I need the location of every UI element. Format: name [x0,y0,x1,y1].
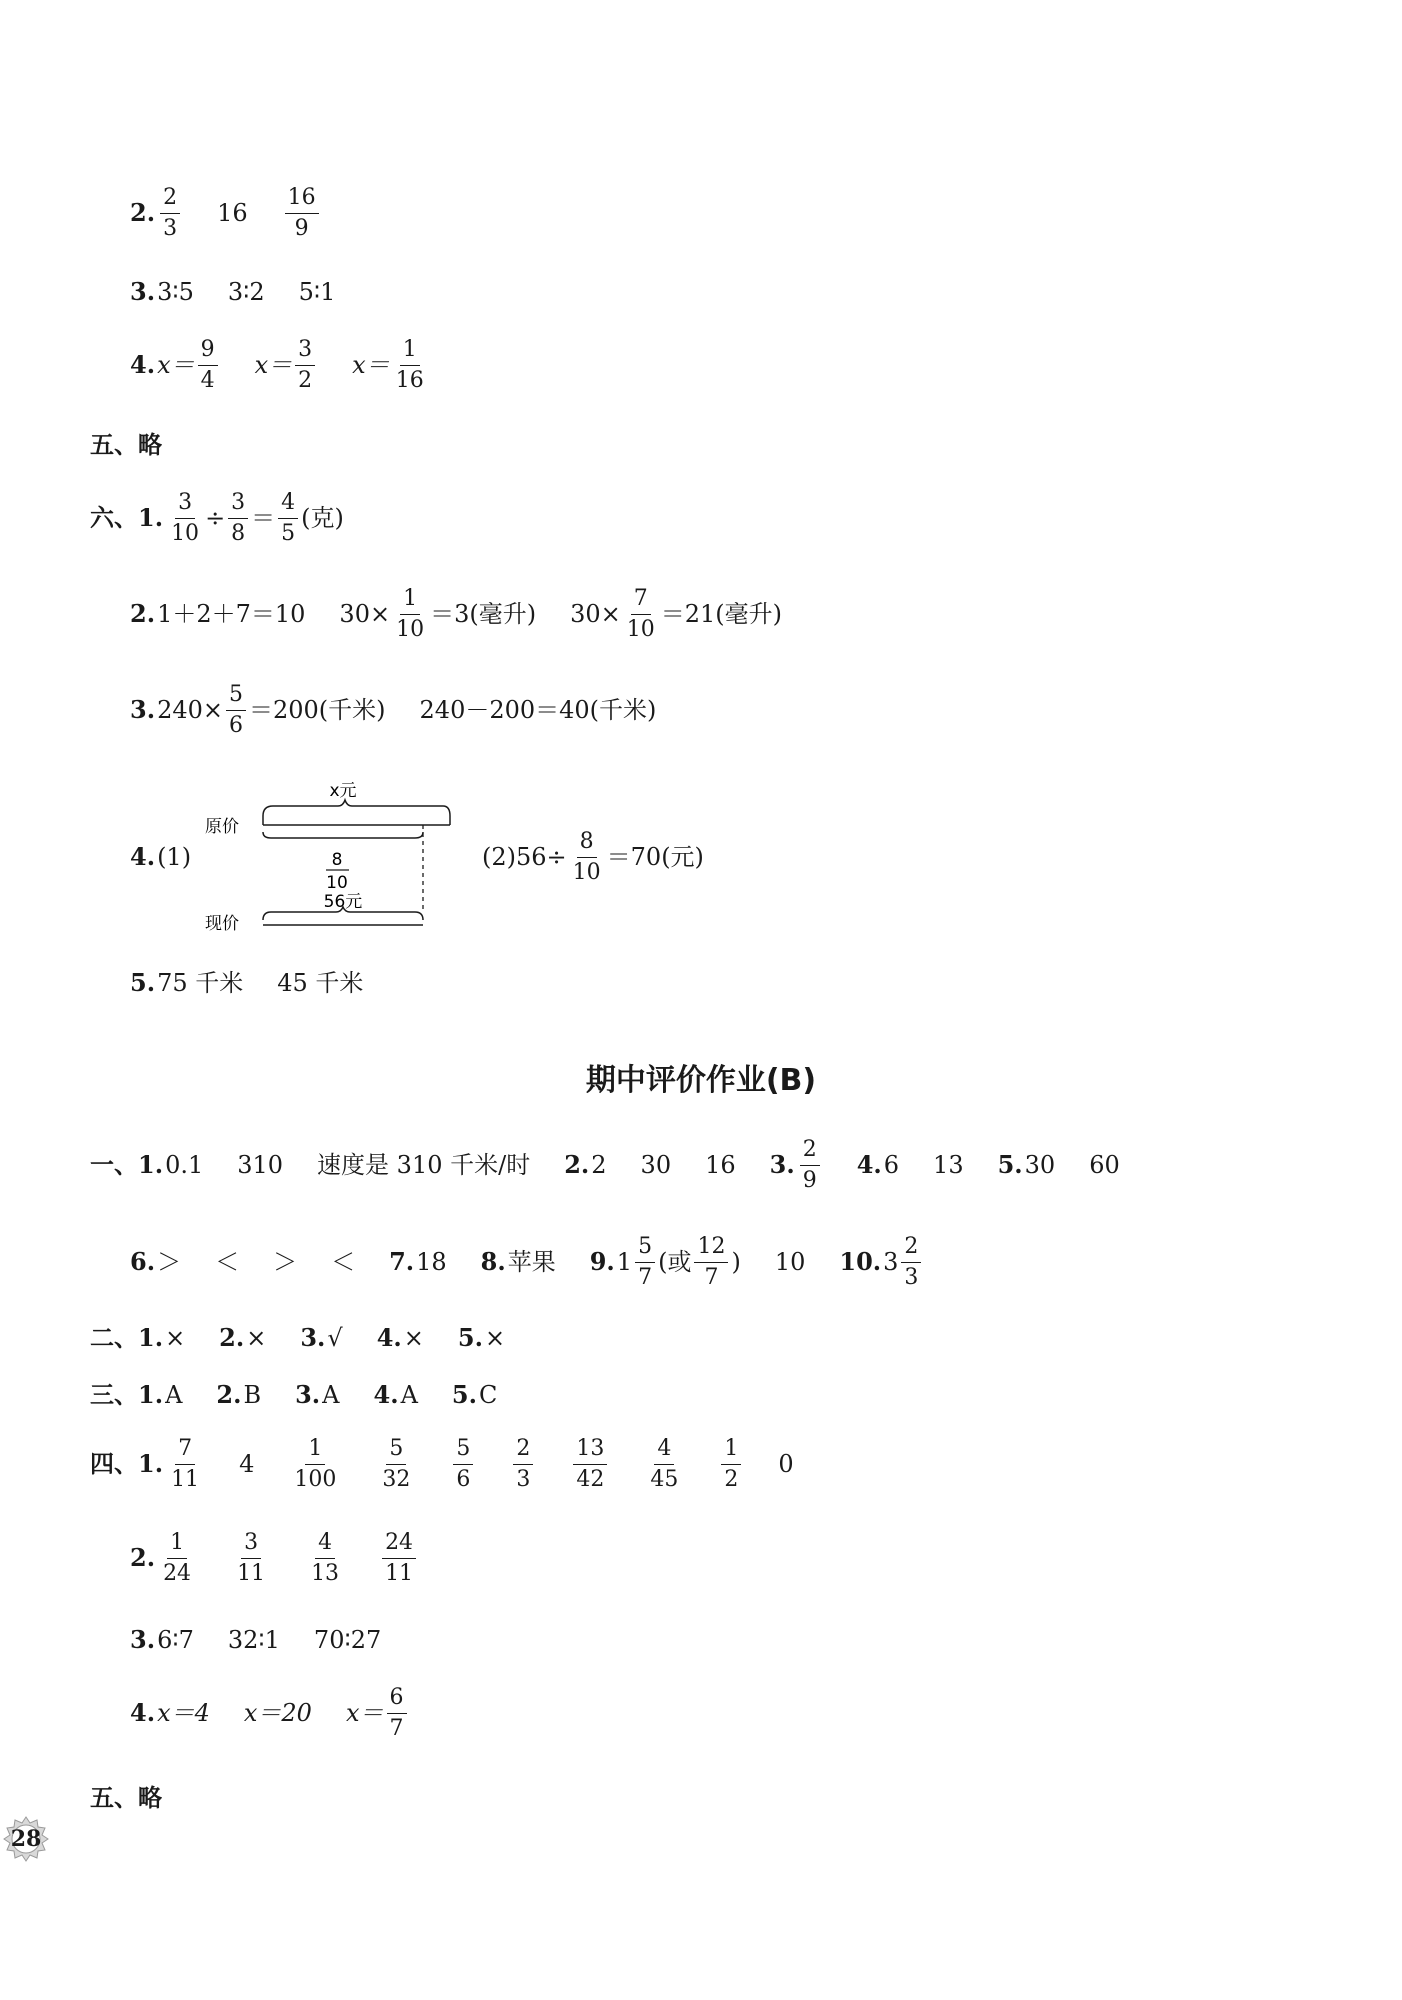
fraction: $\frac{1}{10}$ [396,586,425,642]
question-number: 9. [589,1247,615,1276]
svg-text:10: 10 [326,873,348,893]
answer: x＝ $\frac{9}{4}$ [157,338,221,391]
line-segment-diagram [205,770,475,940]
question-number: 2. [564,1150,590,1179]
fraction: $\frac{1}{2}$ [721,1437,741,1490]
fraction: $\frac{1}{16}$ [395,337,424,393]
fraction: $\frac{16}{9}$ [285,186,319,239]
answer-line-s6-q5 [130,968,363,998]
section-label: 三、 [90,1381,138,1409]
fraction: $\frac{3}{2}$ [295,338,315,391]
question-number: 4. [130,350,156,379]
answer-line-s4-q4: 4. x＝4 x＝20 x＝ $\frac{6}{7}$ [130,1683,410,1743]
row-label-original: 原价 [205,817,239,837]
fraction: $\frac{3}{10}$ [171,490,200,546]
fraction: $\frac{8}{10}$ [572,829,601,885]
brace-top [263,800,450,816]
answer: 5∶1 [298,278,336,306]
fraction: $\frac{2}{3}$ [513,1437,533,1490]
fraction: $\frac{2}{9}$ [800,1138,820,1191]
question-number: 8. [480,1247,506,1276]
section-label: 四、 [90,1450,138,1478]
question-number: 10. [839,1247,882,1276]
question-number: 3. [130,695,156,724]
fraction: $\frac{5}{32}$ [382,1436,411,1492]
fraction: $\frac{2}{3}$ [901,1235,921,1288]
fraction: $\frac{12}{7}$ [694,1235,728,1288]
question-number: 1. [138,1150,164,1179]
question-number: 6. [130,1247,156,1276]
answer-line-s6-q1: 六、 1. $\frac{3}{10}$ ÷ $\frac{3}{8}$ ＝ $\frac{4}{5}$ (克) [90,490,344,546]
fraction: $\frac{9}{4}$ [198,338,218,391]
mixed-number: 3 $\frac{2}{3}$ [883,1235,924,1288]
question-number: 5. [130,968,156,997]
fraction: $\frac{3}{8}$ [228,491,248,544]
fraction: $\frac{5}{6}$ [226,683,246,736]
question-number: 4. [130,842,156,871]
question-number: 1. [138,503,164,532]
question-number: 3. [769,1150,795,1179]
question-number: 4. [856,1150,882,1179]
svg-text:8: 8 [331,850,343,870]
fraction: $\frac{1}{24}$ [163,1530,192,1586]
fraction: $\frac{2}{3}$ [160,186,180,239]
answer: 3∶2 [227,278,265,306]
answer: 240－200＝40(千米) [419,696,657,724]
answer: 30× $\frac{7}{10}$ ＝21(毫升) [570,586,782,642]
answer-line-s3: 三、 1. A 2. B 3. A 4. A 5. C [90,1380,498,1409]
page-number-badge [2,1815,50,1863]
answer-line-s1-row1: 一、 1. 0.1 310 速度是 310 千米/时 2. 2 30 16 3. $\frac{2}{9}$ 4. 6 13 5. 30 60 [90,1137,1120,1193]
answer: 16 [217,199,248,227]
answer-line-s6-q4-sub2: (2)56÷ $\frac{8}{10}$ ＝70(元) [482,829,704,885]
answer-line-s6-q2 [130,584,782,644]
top-label: x元 [329,781,357,801]
fraction: $\frac{7}{11}$ [171,1436,200,1492]
answer-line-s4-q2 [130,1528,419,1588]
fraction: $\frac{3}{11}$ [237,1530,266,1586]
fraction: $\frac{4}{45}$ [650,1436,679,1492]
answer-line-p1-q4 [130,335,430,395]
question-number: 5. [997,1150,1023,1179]
fraction: $\frac{4}{5}$ [278,491,298,544]
answer-line-s1-row2: 6. ＞ ＜ ＞ ＜ 7. 18 8. 苹果 9. 1 $\frac{5}{7}$ (或 $\frac{12}{7}$ ) 10 10. 3 $\frac{2}{3}$ [130,1232,924,1292]
answer: x＝ $\frac{1}{16}$ [352,338,430,391]
section-5-label: 五、略 [90,431,162,459]
section-label: 二、 [90,1324,138,1352]
fraction: $\frac{7}{10}$ [626,586,655,642]
fraction: $\frac{24}{11}$ [382,1531,416,1584]
answer [157,186,183,239]
answer-line-s4-q3: 3. 6∶7 32∶1 70∶27 [130,1625,382,1654]
answer: 75 千米 [157,969,244,997]
page-number: 28 [10,1826,42,1852]
fraction: $\frac{1}{100}$ [294,1436,337,1492]
answer: x＝ $\frac{3}{2}$ [255,338,319,391]
question-number: 2. [130,1543,156,1572]
answer: 30× $\frac{1}{10}$ ＝3(毫升) [339,586,537,642]
answer-line-s6-q3 [130,680,656,740]
answer: 45 千米 [277,969,364,997]
page-title: 期中评价作业(B) [585,1063,817,1098]
answer-line-p1-q2 [130,183,322,243]
row-label-current: 现价 [205,914,239,934]
answer-line-p1-q3 [130,277,335,307]
sub-question-label: (1) [157,843,192,871]
answer-line-s6-q4-sub1 [130,842,191,872]
question-number: 3. [130,277,156,306]
fraction: $\frac{5}{7}$ [635,1235,655,1288]
question-number: 7. [389,1247,415,1276]
fraction: $\frac{5}{6}$ [453,1437,473,1490]
answer: 240× $\frac{5}{6}$ ＝200(千米) [157,682,386,738]
answer [282,186,322,239]
mixed-number: 1 $\frac{5}{7}$ (或 $\frac{12}{7}$ ) [616,1234,741,1290]
section-label: 一、 [90,1151,138,1179]
question-number: 3. [130,1625,156,1654]
fraction: $\frac{6}{7}$ [387,1686,407,1739]
question-number: 2. [130,198,156,227]
fraction: $\frac{13}{42}$ [573,1437,607,1490]
answer-line-s4-q1: 四、 1. $\frac{7}{11}$ 4 $\frac{1}{100}$ $\frac{5}{32}$ $\frac{5}{6}$ $\frac{2}{3}$ $\frac{13}{42}$ $\frac{4}{45}$ $\frac{1}{2}$ 0 [90,1436,794,1492]
fraction: $\frac{4}{13}$ [311,1530,340,1586]
question-number: 1. [138,1449,164,1478]
section-5-label: 五、略 [90,1784,162,1812]
answer: 1＋2＋7＝10 [157,600,306,628]
question-number: 4. [130,1698,156,1727]
bottom-label: 56元 [323,892,363,912]
answer: 3∶5 [157,278,194,306]
section-label: 六、 [90,504,138,532]
brace-portion [263,832,423,838]
answer-line-s2: 二、 1. × 2. × 3. √ 4. × 5. × [90,1323,506,1352]
question-number: 2. [130,599,156,628]
